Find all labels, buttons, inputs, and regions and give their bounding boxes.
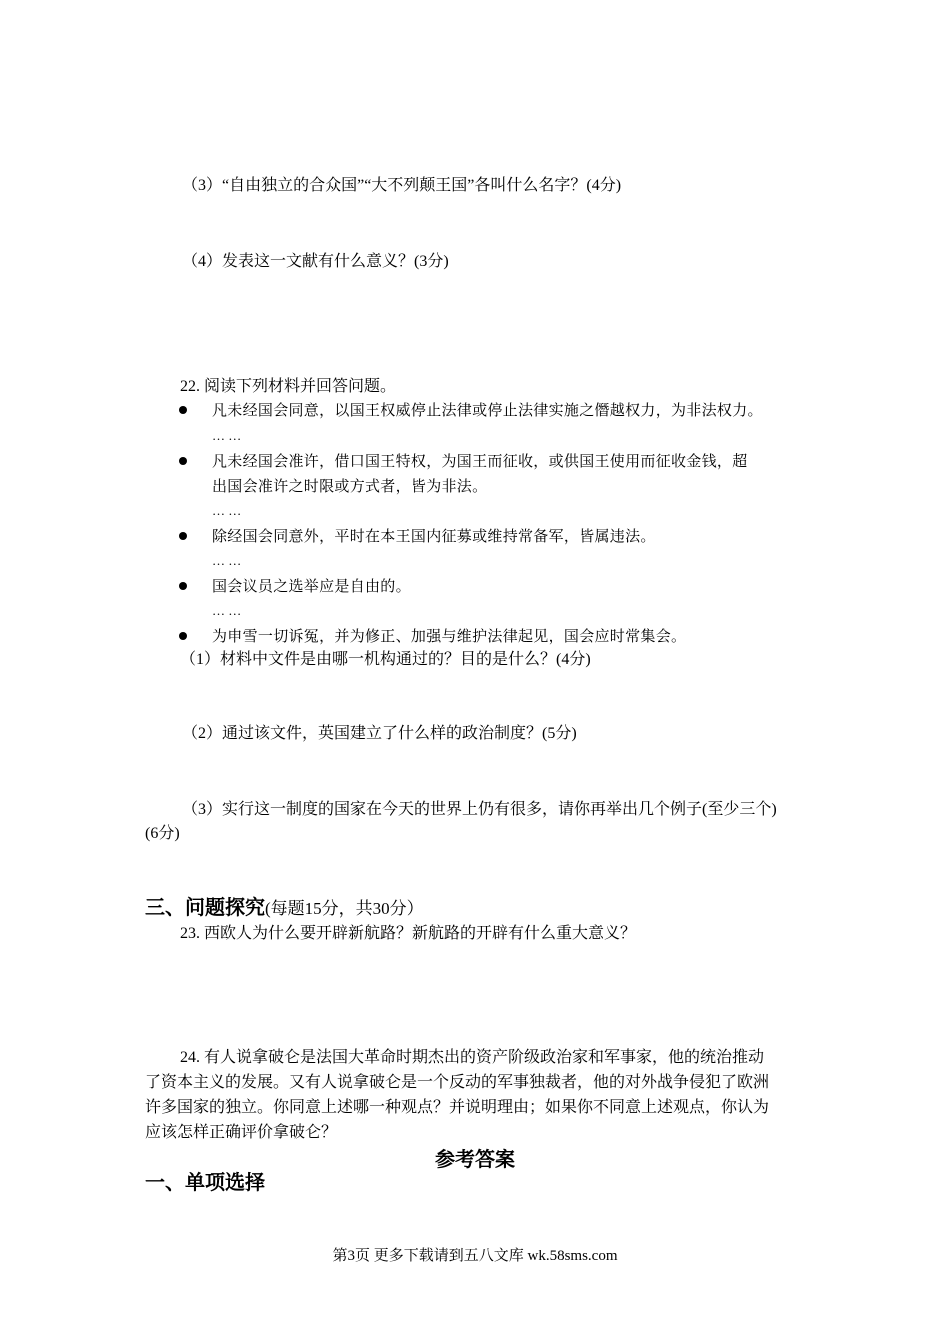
q21-part4: （4）发表这一文献有什么意义？(3分) xyxy=(182,253,449,270)
section3-heading xyxy=(145,895,424,922)
q24-line: 应该怎样正确评价拿破仑？ xyxy=(145,1124,338,1141)
q24-line: 许多国家的独立。你同意上述哪一种观点？并说明理由；如果你不同意上述观点，你认为 xyxy=(145,1099,770,1116)
material-line: 为申雪一切诉冤，并为修正、加强与维护法律起见，国会应时常集会。 xyxy=(212,627,687,645)
ellipsis: … … xyxy=(212,553,242,568)
bullet-icon xyxy=(179,406,187,414)
q22-intro: 22. 阅读下列材料并回答问题。 xyxy=(180,378,397,395)
ellipsis: … … xyxy=(212,428,242,443)
bullet-icon xyxy=(179,582,187,590)
material-line: 国会议员之选举应是自由的。 xyxy=(212,577,411,595)
ellipsis: … … xyxy=(212,603,242,618)
material-line: 除经国会同意外，平时在本王国内征募或维持常备军，皆属违法。 xyxy=(212,527,656,545)
page-footer: 第3页 更多下载请到五八文库 wk.58sms.com xyxy=(332,1248,618,1264)
q24-line: 24. 有人说拿破仑是法国大革命时期杰出的资产阶级政治家和军事家，他的统治推动 xyxy=(180,1049,765,1066)
bullet-icon xyxy=(179,532,187,540)
q23: 23. 西欧人为什么要开辟新航路？新航路的开辟有什么重大意义？ xyxy=(180,925,637,942)
q22-part3-cont: (6分) xyxy=(145,825,180,842)
section3-subtitle: (每题15分，共30分） xyxy=(265,899,424,918)
q21-part3: （3）“自由独立的合众国”“大不列颠王国”各叫什么名字？(4分) xyxy=(182,177,622,194)
q22-part3: （3）实行这一制度的国家在今天的世界上仍有很多，请你再举出几个例子(至少三个) xyxy=(182,801,777,818)
section3-title: 三、问题探究 xyxy=(145,895,265,919)
q22-part2: （2）通过该文件，英国建立了什么样的政治制度？(5分) xyxy=(182,725,577,742)
answers-title: 参考答案 xyxy=(435,1147,515,1171)
material-line: 凡未经国会同意，以国王权威停止法律或停止法律实施之僭越权力，为非法权力。 xyxy=(212,401,763,419)
material-line: 凡未经国会准许，借口国王特权，为国王而征收，或供国王使用而征收金钱，超 xyxy=(212,452,748,470)
bullet-icon xyxy=(179,632,187,640)
ellipsis: … … xyxy=(212,503,242,518)
q24-line: 了资本主义的发展。又有人说拿破仑是一个反动的军事独裁者，他的对外战争侵犯了欧洲 xyxy=(145,1074,770,1091)
material-line: 出国会准许之时限或方式者，皆为非法。 xyxy=(212,477,488,495)
q22-part1: （1）材料中文件是由哪一机构通过的？目的是什么？(4分) xyxy=(180,651,591,668)
answers-section1: 一、单项选择 xyxy=(145,1170,265,1194)
bullet-icon xyxy=(179,457,187,465)
